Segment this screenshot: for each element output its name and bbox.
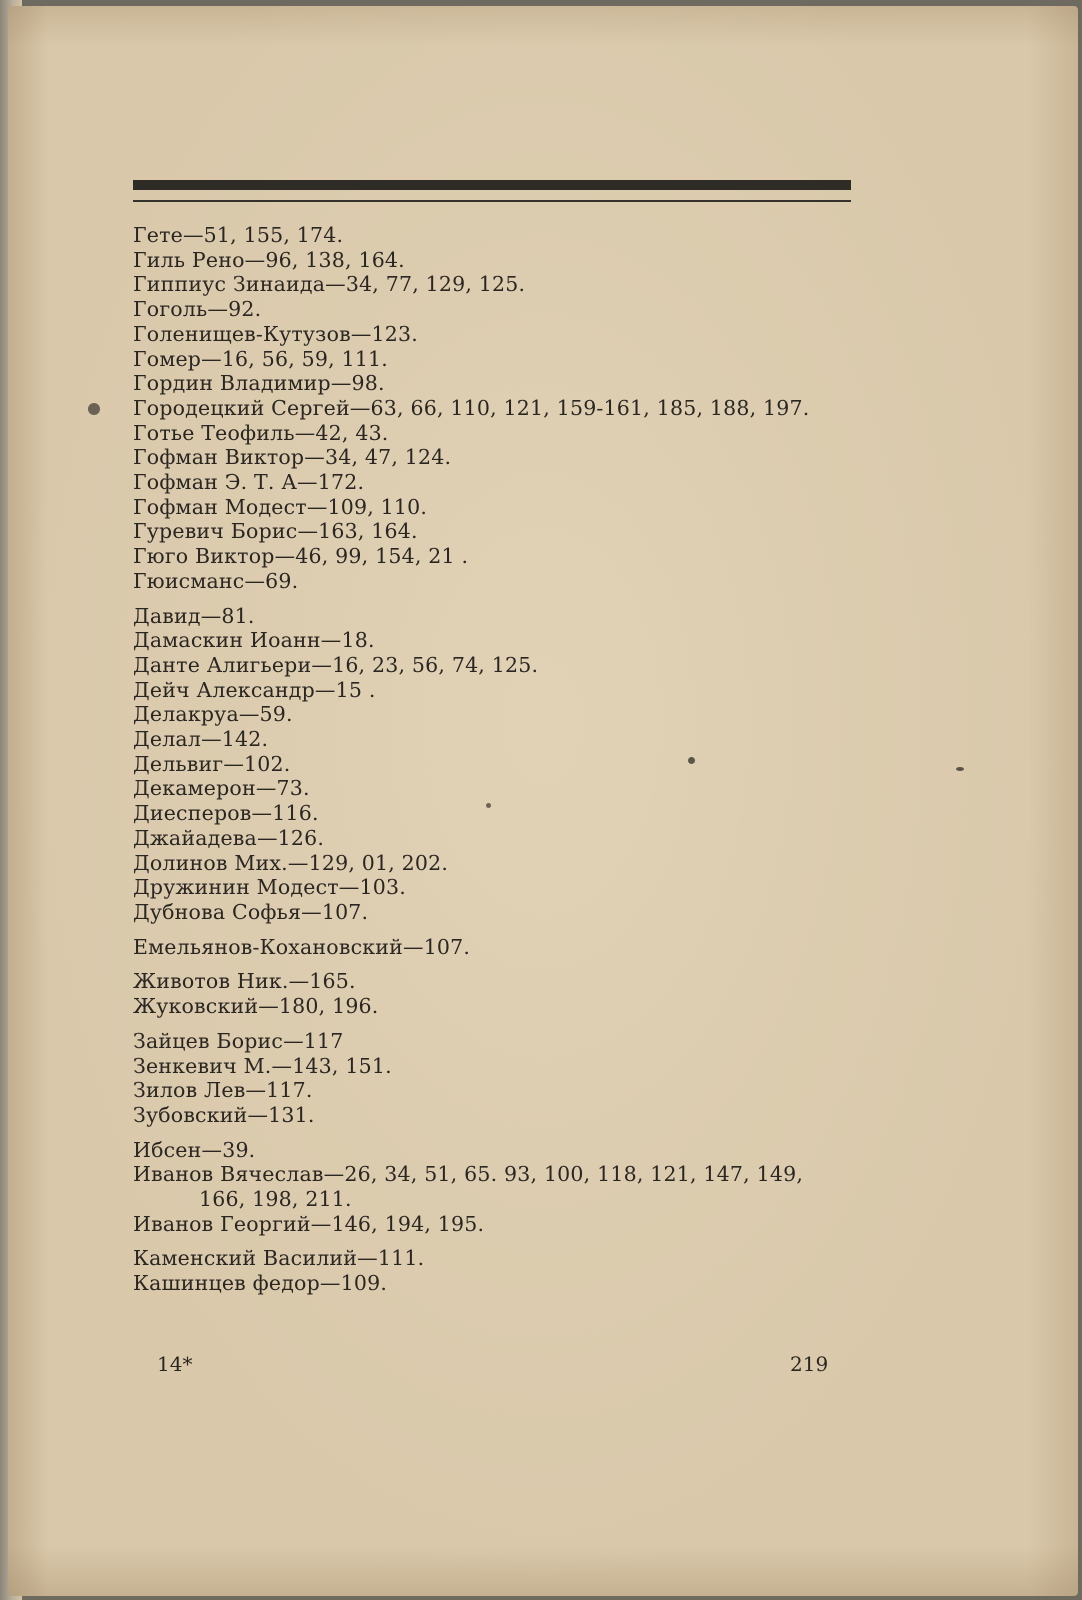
index-entry <box>133 445 873 470</box>
index-entry-continuation: 166, 198, 211. <box>199 1187 352 1212</box>
index-entry-text: Зилов Лев—117. <box>133 1078 313 1103</box>
index-entry <box>133 519 873 544</box>
index-entry-text: Зубовский—131. <box>133 1102 315 1127</box>
index-entry <box>133 851 873 876</box>
index-group <box>133 1029 873 1128</box>
index-entry-text: Делакруа—59. <box>133 702 293 727</box>
index-entry <box>133 826 873 851</box>
index-entry-text: Декамерон—73. <box>133 776 310 801</box>
index-entry <box>133 801 873 826</box>
index-entry-text: Дейч Александр—15 . <box>133 677 376 702</box>
index-group <box>133 1138 873 1237</box>
index-entry-text: Данте Алигьери—16, 23, 56, 74, 125. <box>133 652 539 677</box>
index-entry <box>133 994 873 1019</box>
name-index <box>133 223 873 1306</box>
index-entry <box>133 935 873 960</box>
index-entry-text: Гомер—16, 56, 59, 111. <box>133 346 389 371</box>
index-entry <box>133 421 873 446</box>
index-entry <box>133 653 873 678</box>
index-group <box>133 969 873 1018</box>
index-entry <box>133 248 873 273</box>
index-entry <box>133 272 873 297</box>
index-entry-text: Городецкий Сергей—63, 66, 110, 121, 159-161, 185, 188, 197. <box>133 395 810 420</box>
index-entry-text: Делал—142. <box>133 727 269 752</box>
index-entry-text: Гиль Рено—96, 138, 164. <box>133 247 405 272</box>
index-entry-text: Животов Ник.—165. <box>133 969 356 994</box>
index-entry-text: Давид—81. <box>133 603 255 628</box>
index-entry <box>133 297 873 322</box>
index-entry-text: Гюисманс—69. <box>133 568 299 593</box>
index-entry-text: Дубнова Софья—107. <box>133 899 369 924</box>
index-entry-text: Каменский Василий—111. <box>133 1246 425 1271</box>
index-entry <box>133 776 873 801</box>
ink-speck <box>486 803 491 808</box>
index-entry <box>133 752 873 777</box>
index-entry <box>133 1271 873 1296</box>
index-entry <box>133 1138 873 1163</box>
index-entry-text: Голенищев-Кутузов—123. <box>133 321 418 346</box>
index-entry-text: Жуковский—180, 196. <box>133 994 379 1019</box>
index-entry <box>133 1246 873 1271</box>
index-entry <box>133 1029 873 1054</box>
index-entry <box>133 223 873 248</box>
ink-speck <box>88 403 100 415</box>
index-entry-text: Иванов Георгий—146, 194, 195. <box>133 1211 485 1236</box>
index-entry-text: Гофман Виктор—34, 47, 124. <box>133 445 452 470</box>
index-entry-text: Зайцев Борис—117 <box>133 1028 344 1053</box>
index-entry <box>133 1054 873 1079</box>
index-group <box>133 935 873 960</box>
index-entry-text: Ибсен—39. <box>133 1137 256 1162</box>
index-entry-text: Гюго Виктор—46, 99, 154, 21 . <box>133 544 469 569</box>
index-entry <box>133 544 873 569</box>
index-entry-text: Зенкевич М.—143, 151. <box>133 1053 392 1078</box>
index-entry-text: Диесперов—116. <box>133 801 319 826</box>
header-rule-thick <box>133 180 851 190</box>
index-entry-text: Гуревич Борис—163, 164. <box>133 519 418 544</box>
index-entry-text: Иванов Вячеслав—26, 34, 51, 65. 93, 100, 118, 121, 147, 149, <box>133 1162 804 1187</box>
index-entry <box>133 875 873 900</box>
index-entry <box>133 396 873 421</box>
index-entry-text: Гофман Модест—109, 110. <box>133 494 428 519</box>
index-entry-text: Дамаскин Иоанн—18. <box>133 628 375 653</box>
index-entry-text: Готье Теофиль—42, 43. <box>133 420 389 445</box>
index-entry <box>133 1078 873 1103</box>
index-group <box>133 1246 873 1295</box>
index-entry-text: Гоголь—92. <box>133 297 262 322</box>
index-entry-text: Гордин Владимир—98. <box>133 371 385 396</box>
index-entry <box>133 347 873 372</box>
index-entry-text: Гете—51, 155, 174. <box>133 223 344 247</box>
index-entry <box>133 371 873 396</box>
signature-mark: 14* <box>157 1352 193 1376</box>
index-entry <box>133 727 873 752</box>
index-entry <box>133 322 873 347</box>
index-entry <box>133 1162 873 1211</box>
index-group <box>133 604 873 925</box>
index-entry-text: Джайадева—126. <box>133 825 325 850</box>
index-entry <box>133 900 873 925</box>
header-rule-thin <box>133 200 851 202</box>
index-entry-text: Гофман Э. Т. А—172. <box>133 470 365 495</box>
index-entry <box>133 969 873 994</box>
index-entry <box>133 604 873 629</box>
index-entry-text: Гиппиус Зинаида—34, 77, 129, 125. <box>133 272 526 297</box>
index-group <box>133 223 873 594</box>
index-entry <box>133 1103 873 1128</box>
index-entry-text: Дружинин Модест—103. <box>133 875 406 900</box>
index-entry <box>133 470 873 495</box>
index-entry <box>133 702 873 727</box>
index-entry-text: Кашинцев федор—109. <box>133 1271 388 1296</box>
ink-speck <box>688 757 695 764</box>
index-entry <box>133 628 873 653</box>
index-entry <box>133 569 873 594</box>
index-entry-text: Дельвиг—102. <box>133 751 291 776</box>
page-number: 219 <box>790 1352 829 1376</box>
index-entry <box>133 495 873 520</box>
ink-speck <box>956 767 964 771</box>
index-entry <box>133 678 873 703</box>
index-entry-text: Долинов Мих.—129, 01, 202. <box>133 850 449 875</box>
index-entry-text: Емельянов-Кохановский—107. <box>133 934 471 959</box>
index-entry <box>133 1212 873 1237</box>
